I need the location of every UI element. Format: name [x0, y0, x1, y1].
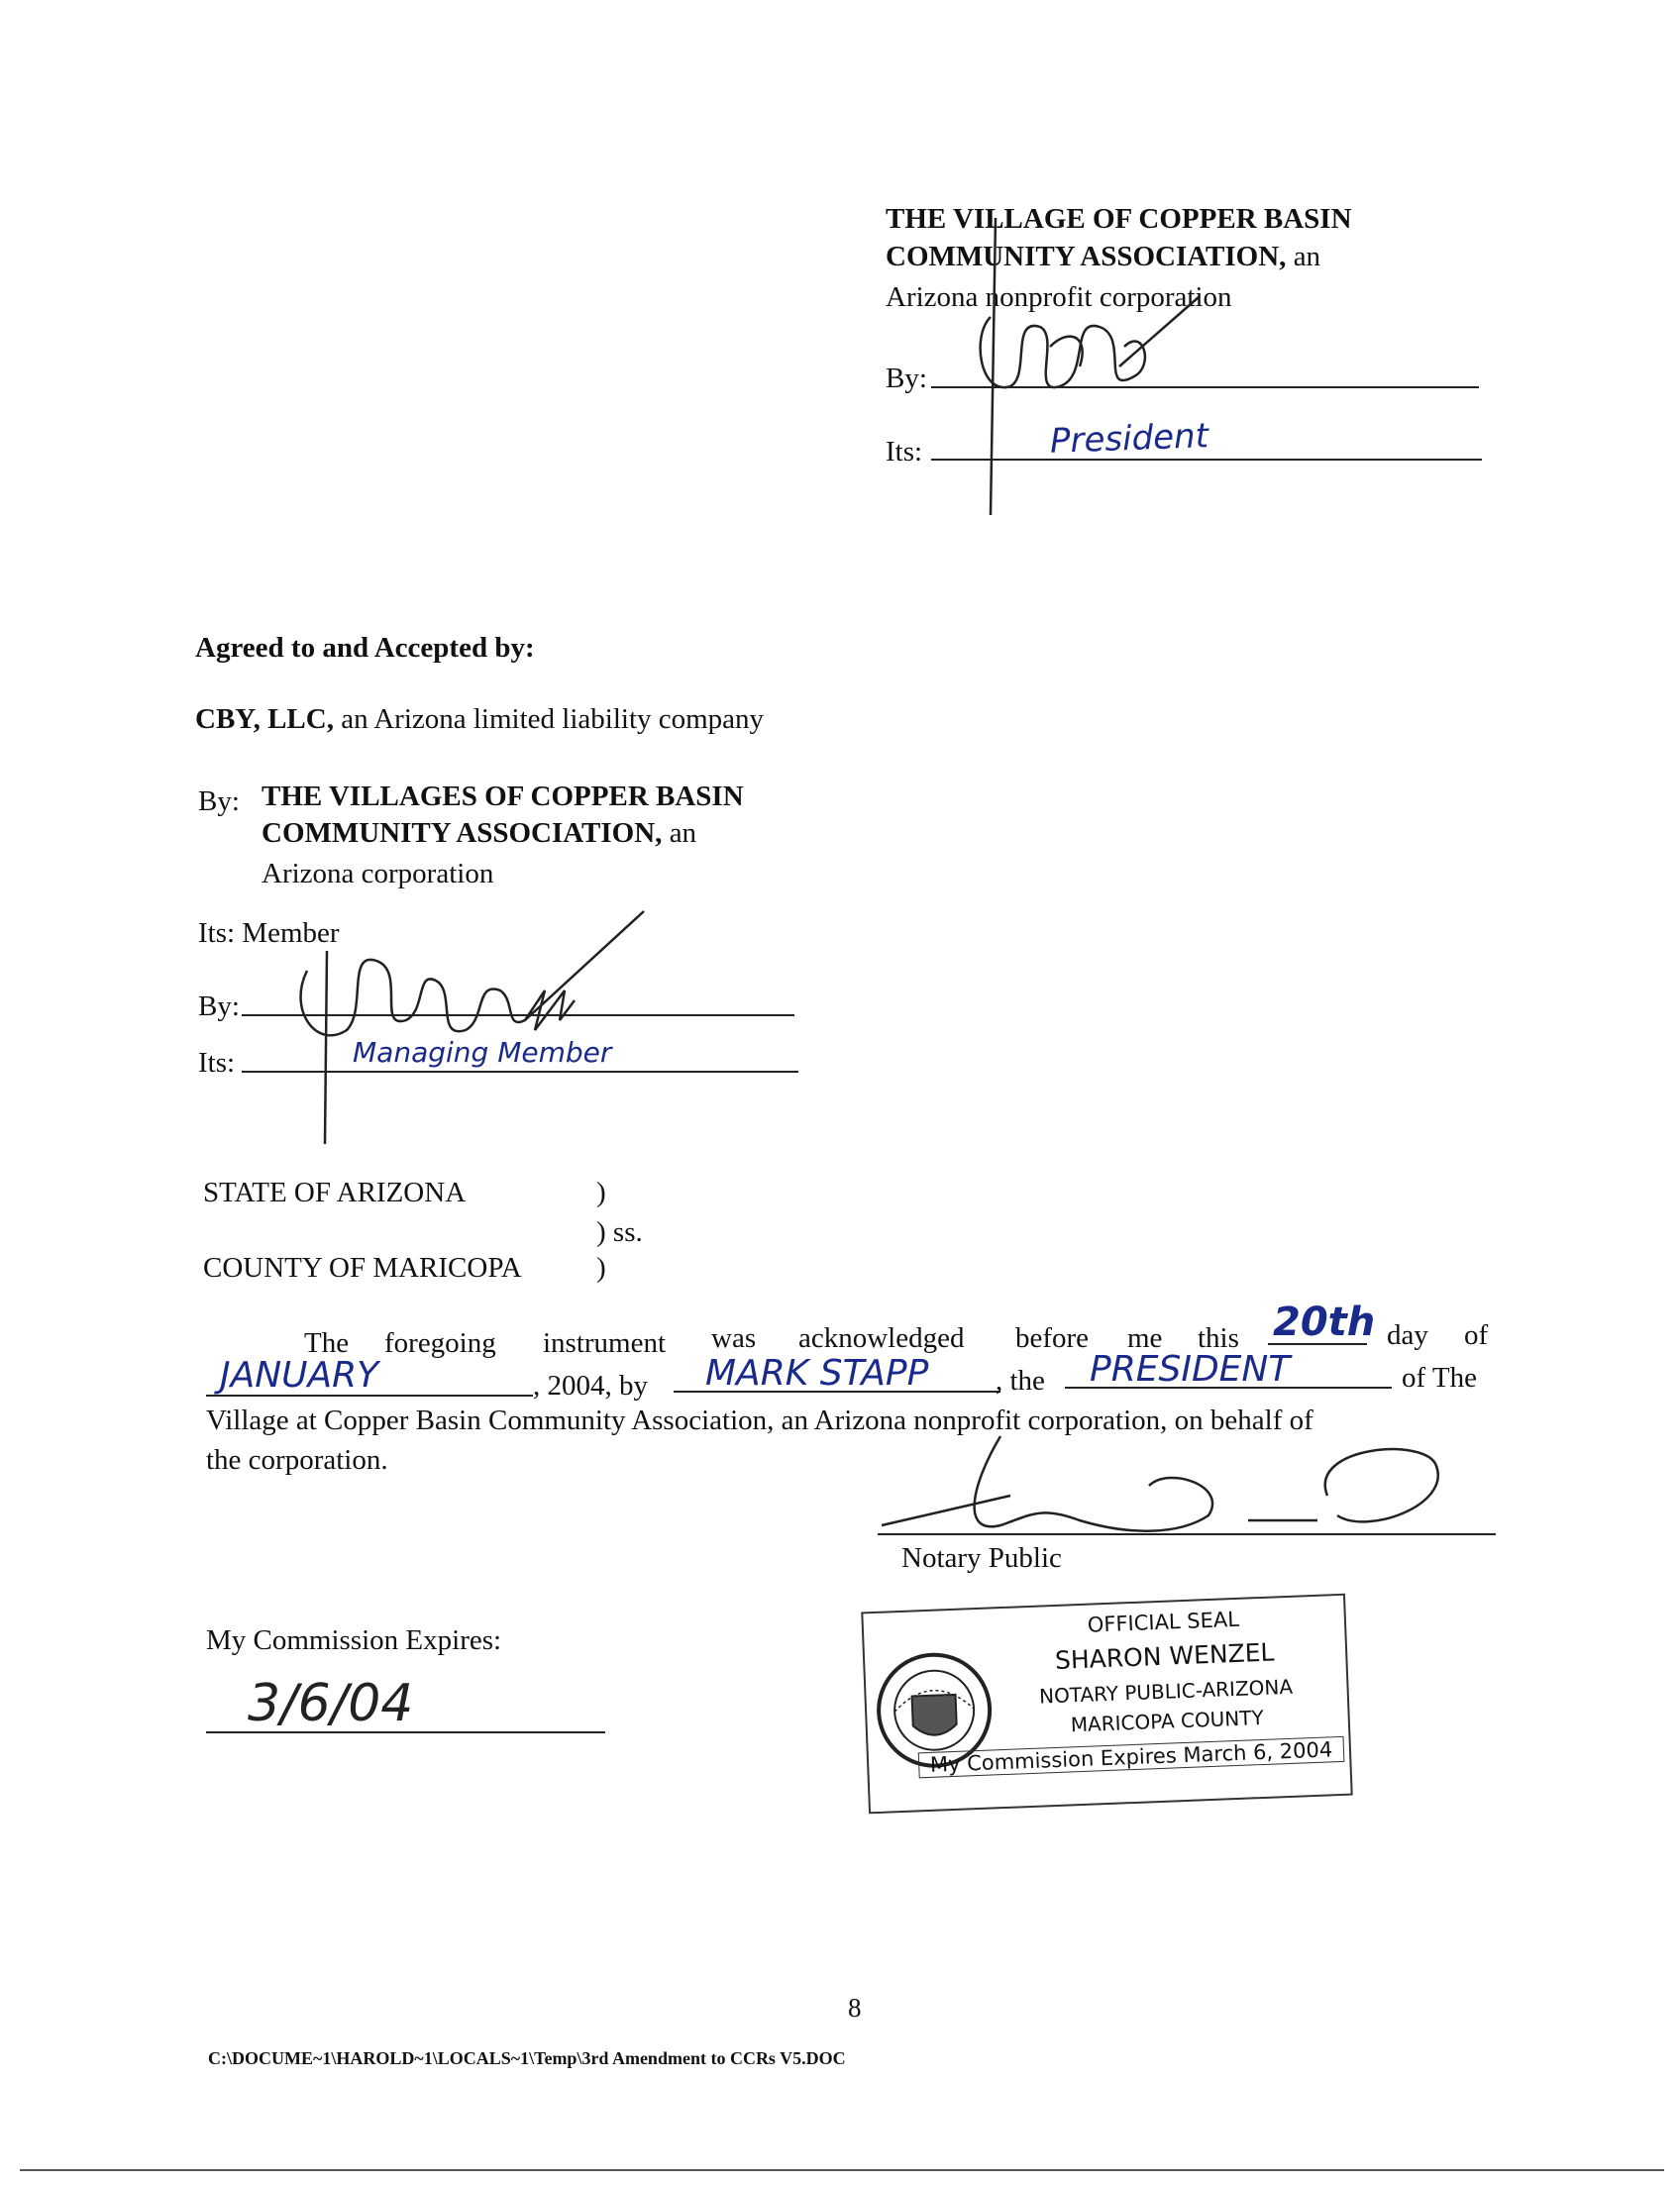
seal-expiry: My Commission Expires March 6, 2004 [918, 1736, 1345, 1778]
name-line [674, 1391, 1000, 1393]
para-word: me [1127, 1322, 1163, 1354]
para-line-3: Village at Copper Basin Community Association, an Arizona nonprofit corporation, on behalf of [206, 1405, 1313, 1436]
handwritten-title: PRESIDENT [1090, 1349, 1291, 1390]
association-type: Arizona nonprofit corporation [886, 281, 1232, 313]
handwritten-name: MARK STAPP [705, 1353, 929, 1394]
by-label-3: By: [198, 990, 240, 1022]
state-label: STATE OF ARIZONA [203, 1177, 467, 1208]
para-word: acknowledged [798, 1322, 965, 1354]
its-label-3: Its: [198, 1047, 236, 1079]
handwritten-commission-date: 3/6/04 [248, 1674, 414, 1733]
para-word: of [1464, 1319, 1489, 1351]
its-member-label: Its: Member [198, 917, 340, 949]
signature-scribble-1 [951, 198, 1228, 525]
state-paren: ) [596, 1177, 606, 1208]
para-word: The [304, 1327, 350, 1359]
ss-label: ) ss. [596, 1216, 643, 1248]
member-type: Arizona corporation [262, 858, 494, 889]
para-text: , the [996, 1365, 1045, 1397]
file-path-footer: C:\DOCUME~1\HAROLD~1\LOCALS~1\Temp\3rd Amendment to CCRs V5.DOC [208, 2048, 846, 2068]
para-word: day [1387, 1319, 1428, 1351]
acceptance-heading: Agreed to and Accepted by: [195, 632, 535, 664]
member-name-bold: COMMUNITY ASSOCIATION, [262, 817, 663, 849]
para-text: , 2004, by [533, 1370, 648, 1402]
association-name-suffix: an [1286, 241, 1321, 272]
page-number: 8 [848, 1993, 862, 2023]
seal-title: NOTARY PUBLIC-ARIZONA [1038, 1674, 1294, 1709]
commission-label: My Commission Expires: [206, 1624, 502, 1656]
notary-public-label: Notary Public [901, 1542, 1062, 1574]
para-word: instrument [543, 1327, 667, 1359]
its-handwritten-value-3: Managing Member [353, 1036, 612, 1069]
month-line [206, 1395, 533, 1397]
title-line [1065, 1387, 1392, 1389]
member-name-line1: THE VILLAGES OF COPPER BASIN [262, 781, 744, 812]
para-text: of The [1402, 1362, 1477, 1394]
notary-seal-stamp [861, 1594, 1352, 1815]
seal-official: OFFICIAL SEAL [1087, 1607, 1240, 1637]
commission-line [206, 1731, 605, 1733]
acceptance-company-suffix: an Arizona limited liability company [333, 703, 765, 735]
acceptance-company [195, 703, 764, 736]
by-label-2: By: [198, 785, 240, 817]
member-name-suffix: an [662, 817, 697, 849]
member-name-line2 [262, 817, 696, 850]
county-label: COUNTY OF MARICOPA [203, 1252, 522, 1284]
para-word: foregoing [384, 1327, 496, 1359]
day-line [1268, 1343, 1367, 1345]
its-label-1: Its: [886, 436, 923, 468]
scan-edge-line [20, 2169, 1664, 2171]
para-word: this [1198, 1322, 1239, 1354]
handwritten-month: JANUARY [220, 1355, 379, 1396]
association-name-bold: COMMUNITY ASSOCIATION, [886, 241, 1287, 272]
county-paren: ) [596, 1252, 606, 1284]
association-name-line1: THE VILLAGE OF COPPER BASIN [886, 203, 1352, 235]
acceptance-company-bold: CBY, LLC, [195, 703, 334, 735]
seal-name: SHARON WENZEL [1054, 1637, 1275, 1675]
para-word: before [1015, 1322, 1090, 1354]
seal-county: MARICOPA COUNTY [1070, 1705, 1265, 1737]
by-label-1: By: [886, 363, 927, 394]
its-handwritten-value-1: President [1049, 416, 1209, 462]
para-line-4: the corporation. [206, 1444, 388, 1476]
handwritten-day: 20th [1273, 1300, 1376, 1345]
signature-scribble-2 [277, 891, 674, 1149]
para-word: was [711, 1322, 757, 1354]
